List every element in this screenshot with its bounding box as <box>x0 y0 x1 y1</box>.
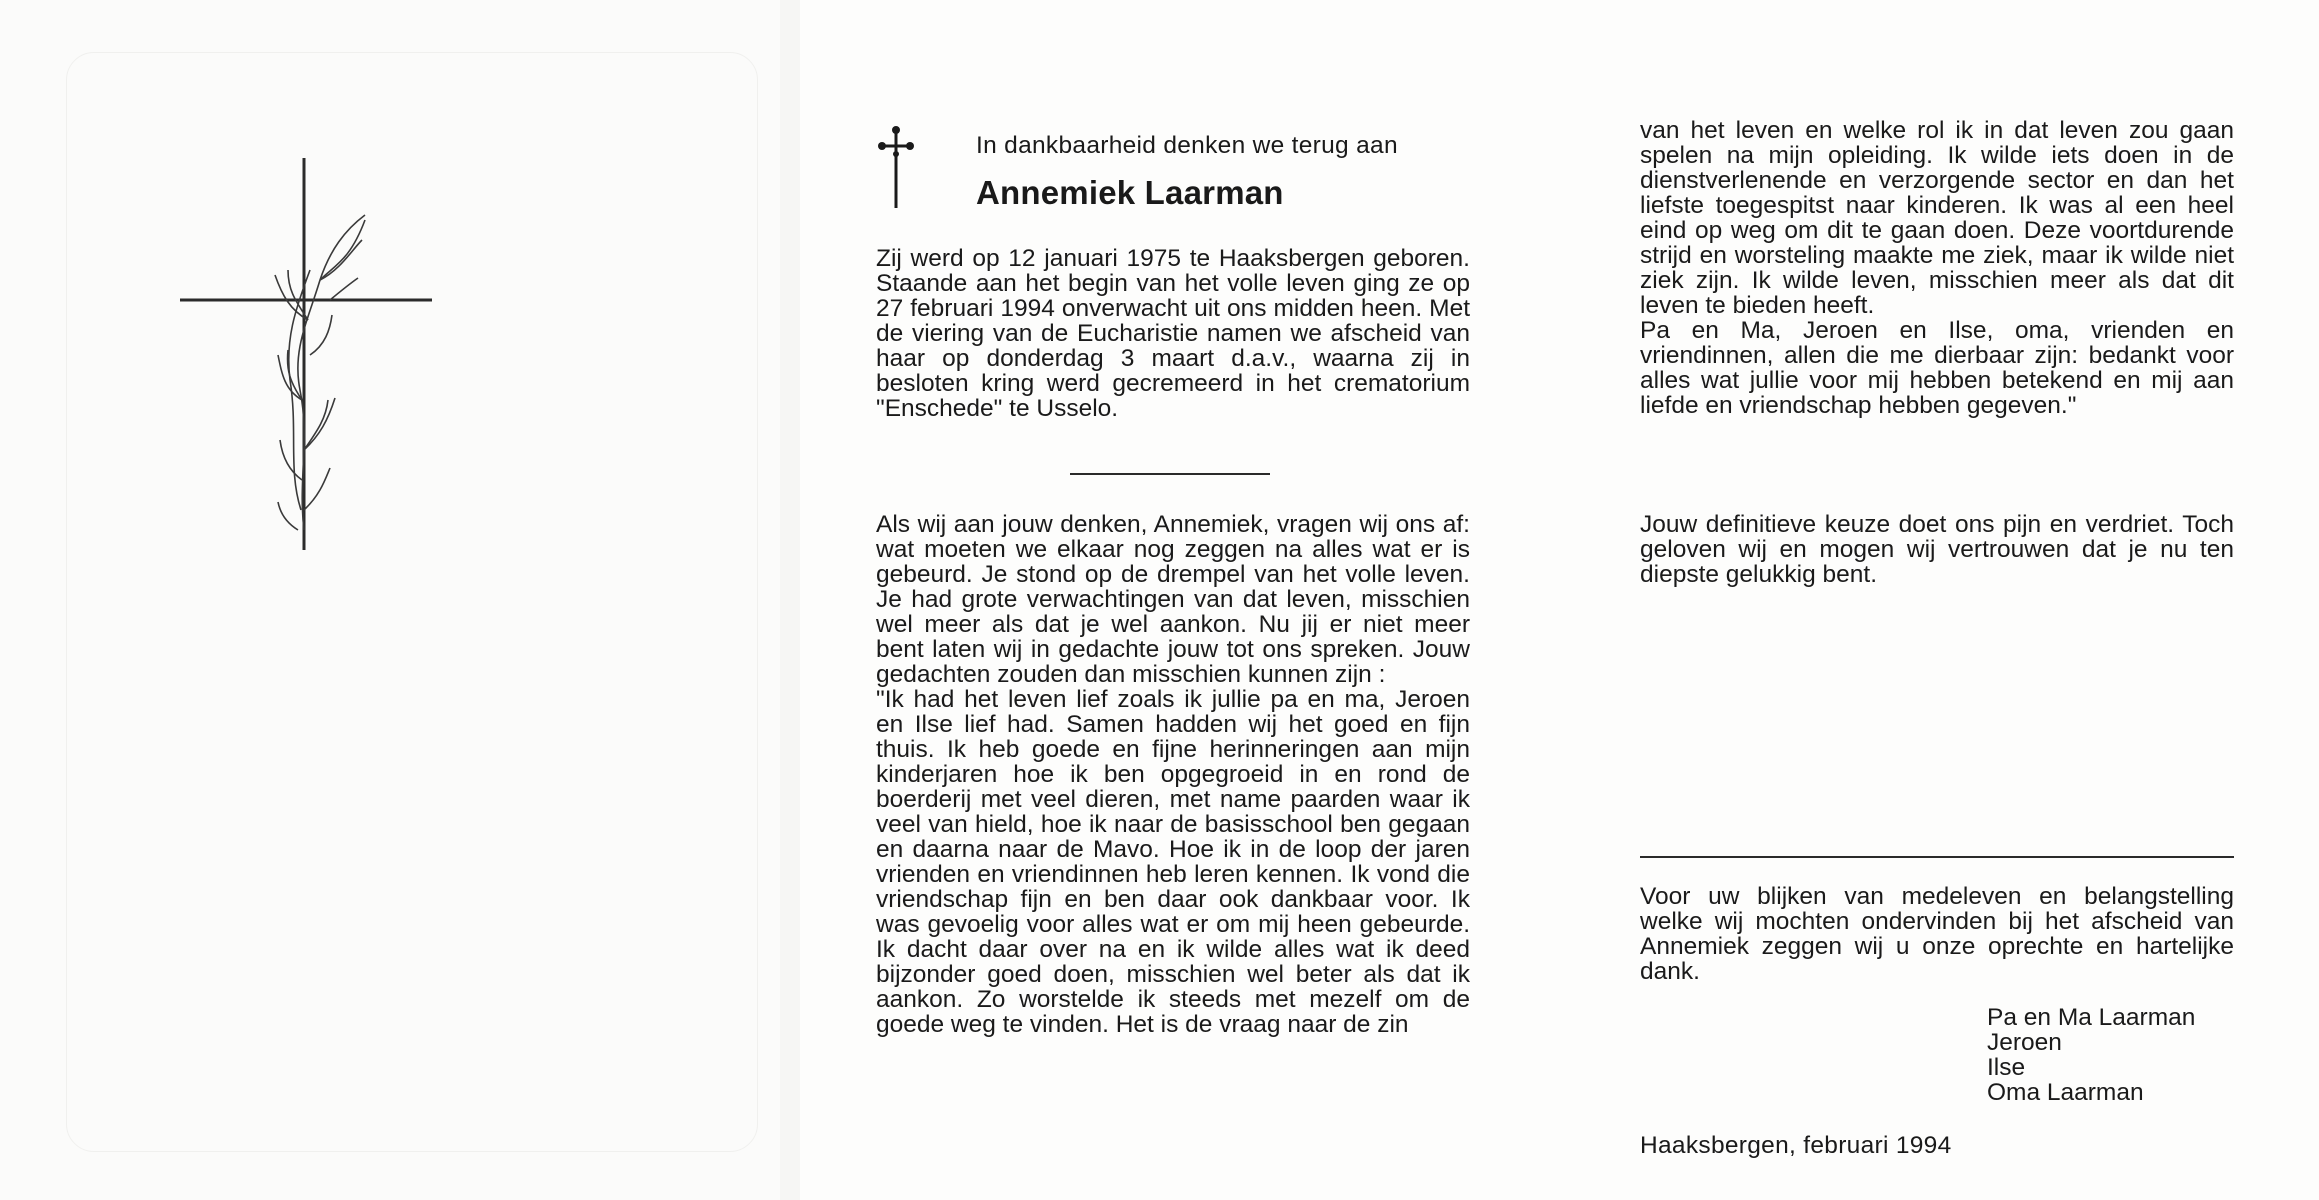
intro-line: In dankbaarheid denken we terug aan <box>976 132 1398 159</box>
continuation-text <box>1640 118 2234 418</box>
closing-thought-text <box>1640 512 2234 587</box>
signer: Pa en Ma Laarman <box>1987 1004 2196 1031</box>
signer: Oma Laarman <box>1987 1079 2144 1106</box>
front-panel <box>0 0 780 1200</box>
deceased-name: Annemiek Laarman <box>976 174 1284 211</box>
signer: Ilse <box>1987 1054 2026 1081</box>
thanks-text <box>1640 884 2234 984</box>
divider <box>1070 473 1270 475</box>
reflection-text <box>876 512 1470 1037</box>
signers-list <box>1987 1005 2195 1105</box>
bio-text <box>876 246 1470 421</box>
closing-thought-paragraph: Jouw definitieve keuze doet ons pijn en verdriet. Toch geloven wij en mogen wij vertrouwen dat je nu ten diepste gelukkig bent. <box>1640 511 2234 588</box>
reflection-paragraph: Als wij aan jouw denken, Annemiek, vragen wij ons af: wat moeten we elkaar nog zeggen na alles wat er is gebeurd. Je stond op de drempel van het volle leven. Je had grote verwachtingen van dat leven, misschien wel meer als dat je wel aankon. Nu jij er niet meer bent laten wij in gedachte jouw tot ons spreken. Jouw gedachten zouden dan misschien kunnen zijn : "Ik had het leven lief zoals ik jullie pa en ma, Jeroen en Ilse lief had. Samen hadden wij het goed en fijn thuis. Ik heb goede en fijne herinneringen aan mijn kinderjaren hoe ik ben opgegroeid in en rond de boerderij met veel dieren, met name paarden waar ik veel van hield, hoe ik naar de basisschool ben gegaan en daarna naar de Mavo. Hoe ik in de loop der jaren vrienden en vriendinnen heb leren kennen. Ik vond die vriendschap fijn en ben daar ook dankbaar voor. Ik was gevoelig voor alles wat er om mij heen gebeurde. Ik dacht daar over na en ik wilde alles wat ik deed bijzonder goed doen, misschien wel beter als dat ik aankon. Zo worstelde ik steeds met mezelf om de goede weg te vinden. Het is de vraag naar de zin <box>876 511 1470 1038</box>
thanks-paragraph: Voor uw blijken van medeleven en belangstelling welke wij mochten ondervinden bij het afscheid van Annemiek zeggen wij u onze oprechte en hartelijke dank. <box>1640 883 2234 985</box>
place-date: Haaksbergen, februari 1994 <box>1640 1132 1952 1159</box>
small-cross-icon <box>876 122 916 212</box>
cross-with-branch-icon <box>170 150 450 560</box>
bio-paragraph: Zij werd op 12 januari 1975 te Haaksbergen geboren. Staande aan het begin van het volle leven ging ze op 27 februari 1994 onverwacht uit ons midden heen. Met de viering van de Eucharistie namen we afscheid van haar op donderdag 3 maart d.a.v., waarna zij in besloten kring werd gecremeerd in het crematorium "Enschede" te Usselo. <box>876 245 1470 422</box>
signer: Jeroen <box>1987 1029 2062 1056</box>
thanks-divider <box>1640 856 2234 858</box>
continuation-paragraph: van het leven en welke rol ik in dat leven zou gaan spelen na mijn opleiding. Ik wilde iets doen in de dienstverlenende en verzorgende sector en dan het liefste toegespitst naar kinderen. Ik was al een heel eind op weg om dit te gaan doen. Deze voortdurende strijd en worsteling maakte me ziek, maar ik wilde niet ziek zijn. Ik wilde leven, misschien meer als dat dit leven te bieden heeft. Pa en Ma, Jeroen en Ilse, oma, vrienden en vriendinnen, allen die me dierbaar zijn: bedankt voor alles wat jullie voor mij hebben betekend en mij aan liefde en vriendschap hebben gegeven." <box>1640 117 2234 419</box>
